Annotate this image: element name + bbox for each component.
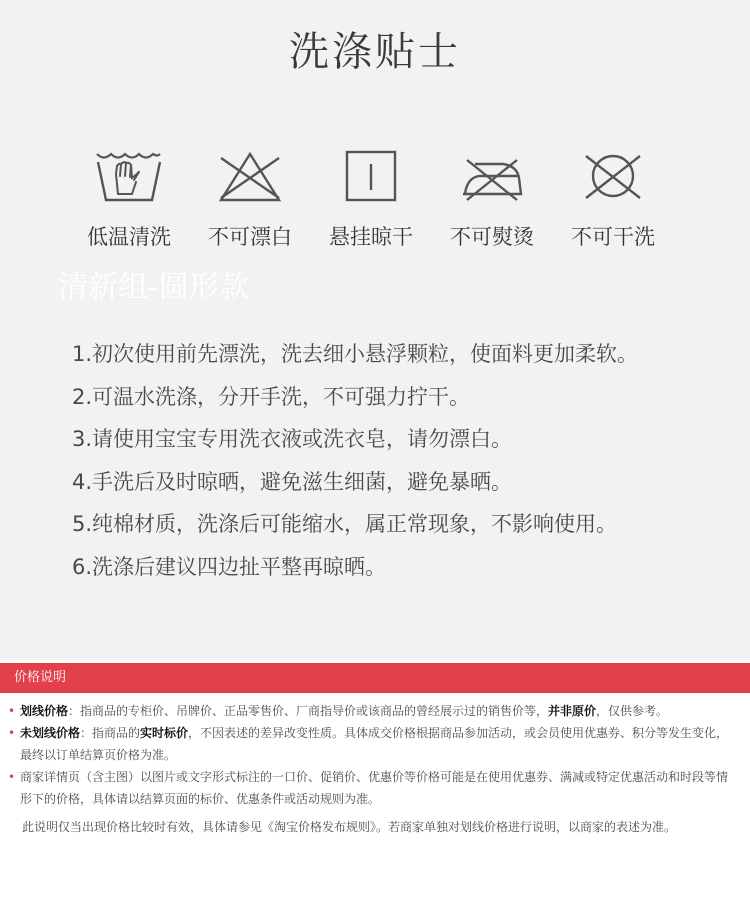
tip-item: 6.洗涤后建议四边扯平整再晾晒。 xyxy=(72,554,387,579)
price-item-strikethrough xyxy=(0,700,750,722)
care-item-no-iron xyxy=(432,148,552,250)
price-item-regular xyxy=(0,722,750,766)
care-item-no-bleach xyxy=(190,148,310,250)
watermark-text: 清新组-圆形款 xyxy=(58,270,249,305)
price-emphasis: 并非原价 xyxy=(548,704,597,718)
price-text: 商家详情页（含主图）以图片或文字形式标注的一口价、促销价、优惠价等价格可能是在使用优惠券、满减或特定优惠活动和时段等情形下的价格，具体请以结算页面的标价、优惠条件或活动规则为准。 xyxy=(20,770,729,806)
tip-item: 4.手洗后及时晾晒，避免滋生细菌，避免暴晒。 xyxy=(72,469,513,494)
price-emphasis: 实时标价 xyxy=(140,726,189,740)
care-item-no-dry-clean xyxy=(553,148,673,250)
care-item-hang-dry xyxy=(311,148,431,250)
icon-label: 不可漂白 xyxy=(208,225,292,249)
price-text: ：指商品的专柜价、吊牌价、正品零售价、厂商指导价或该商品的曾经展示过的销售价等， xyxy=(68,704,549,718)
bullet-icon: • xyxy=(8,704,16,718)
price-term: 未划线价格 xyxy=(20,726,81,740)
care-icons xyxy=(0,148,750,268)
hang-dry-icon xyxy=(336,148,406,204)
tip-item: 5.纯棉材质，洗涤后可能缩水，属正常现象，不影响使用。 xyxy=(72,512,618,536)
icon-label: 不可干洗 xyxy=(571,225,655,249)
no-iron-icon xyxy=(457,148,527,204)
price-text: ，不因表述的差异改变性质。具体成交价格根据商品参加活动，或会员使用优惠券、积分等发生变化，最终以订单结算页价格为准。 xyxy=(20,726,729,762)
hand-wash-icon xyxy=(94,148,164,204)
icon-label: 低温清洗 xyxy=(87,225,171,249)
tip-item: 3.请使用宝宝专用洗衣液或洗衣皂，请勿漂白。 xyxy=(72,427,513,451)
bullet-icon: • xyxy=(8,770,16,784)
care-item-hand-wash xyxy=(69,148,189,250)
icon-label: 不可熨烫 xyxy=(450,225,534,249)
price-note: 此说明仅当出现价格比较时有效，具体请参见《淘宝价格发布规则》。若商家单独对划线价格进行说明，以商家的表述为准。 xyxy=(22,820,677,834)
tip-item: 1.初次使用前先漂洗，洗去细小悬浮颗粒，使面料更加柔软。 xyxy=(72,342,639,366)
price-text: ：指商品的 xyxy=(80,726,141,740)
no-dry-clean-icon xyxy=(578,148,648,204)
price-item-detail-page xyxy=(0,766,750,810)
price-explanation xyxy=(0,700,750,838)
no-bleach-icon xyxy=(215,148,285,204)
page-title: 洗涤贴士 xyxy=(289,29,461,75)
price-text: ，仅供参考。 xyxy=(596,704,669,718)
bullet-icon: • xyxy=(8,726,16,740)
price-header: 价格说明 xyxy=(0,663,750,693)
price-term: 划线价格 xyxy=(20,704,69,718)
tip-item: 2.可温水洗涤，分开手洗，不可强力拧干。 xyxy=(72,384,471,409)
icon-label: 悬挂晾干 xyxy=(329,225,413,249)
washing-tips-list xyxy=(72,336,638,591)
